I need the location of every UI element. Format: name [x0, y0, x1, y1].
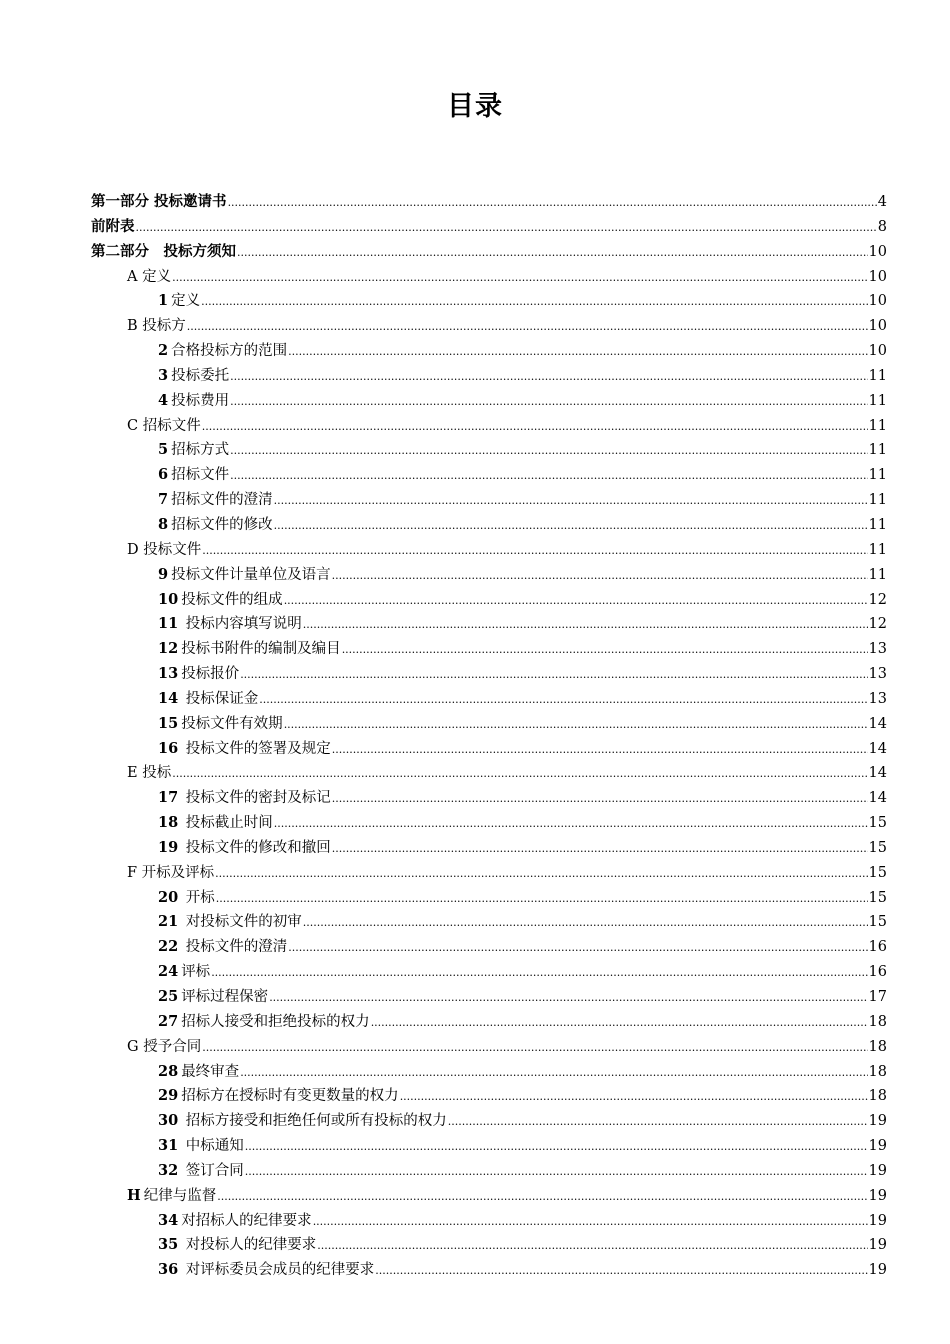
toc-entry-title: [158, 488, 273, 509]
toc-entry-title: [158, 786, 331, 807]
toc-entry[interactable]: [91, 1060, 887, 1085]
toc-entry-page-number: 19: [868, 1262, 887, 1279]
toc-entry[interactable]: [91, 1134, 887, 1159]
toc-entry-title: [158, 1209, 312, 1230]
toc-entry-page-number: 11: [868, 566, 887, 583]
toc-entry-label: G 授予合同: [127, 1038, 202, 1055]
toc-entry-page-number: 10: [868, 243, 887, 260]
toc-entry-label: 投标文件的密封及标记: [181, 790, 331, 807]
dot-leader: [303, 914, 868, 930]
toc-entry-page-number: 16: [868, 964, 887, 981]
dot-leader: [303, 616, 868, 632]
toc-entry-title: [127, 265, 171, 286]
toc-entry-page-number: 11: [868, 392, 887, 409]
dot-leader: [317, 1237, 867, 1253]
toc-entry-label: 签订合同: [181, 1162, 244, 1179]
dot-leader: [228, 194, 877, 210]
dot-leader: [230, 442, 867, 458]
toc-entry[interactable]: [91, 1233, 887, 1258]
toc-entry[interactable]: [91, 886, 887, 911]
toc-entry[interactable]: [91, 960, 887, 985]
toc-entry[interactable]: [91, 240, 887, 265]
toc-entry-label: 最终审查: [181, 1063, 240, 1080]
toc-entry-label: 投标书附件的编制及编目: [181, 641, 341, 658]
toc-entry-page-number: 13: [868, 690, 887, 707]
dot-leader: [274, 517, 868, 533]
toc-entry-number: 8: [158, 515, 169, 533]
dot-leader: [400, 1088, 868, 1104]
toc-entry[interactable]: [91, 637, 887, 662]
toc-entry-label: 招标方在授标时有变更数量的权力: [181, 1088, 399, 1105]
toc-entry-label: 合格投标方的范围: [171, 343, 288, 360]
toc-entry-number: 30: [158, 1112, 179, 1130]
toc-entry[interactable]: [91, 438, 887, 463]
toc-entry[interactable]: [91, 737, 887, 762]
dot-leader: [448, 1113, 868, 1129]
toc-entry-number: 28: [158, 1062, 179, 1080]
toc-entry-title: [158, 588, 283, 609]
toc-entry-title: [158, 910, 302, 931]
toc-entry-title: [158, 339, 287, 360]
toc-entry-page-number: 16: [868, 939, 887, 956]
toc-entry[interactable]: [91, 463, 887, 488]
toc-entry-title: [158, 985, 268, 1006]
toc-entry-page-number: 19: [868, 1237, 887, 1254]
toc-entry-label: 投标文件的签署及规定: [181, 740, 331, 757]
toc-entry[interactable]: [91, 513, 887, 538]
dot-leader: [342, 641, 868, 657]
toc-entry-page-number: 11: [868, 467, 887, 484]
toc-entry-title: [158, 935, 287, 956]
toc-entry-title: [127, 538, 201, 559]
toc-entry-page-number: 14: [868, 715, 887, 732]
toc-entry-title: [158, 513, 273, 534]
toc-entry[interactable]: [91, 190, 887, 215]
dot-leader: [216, 890, 868, 906]
toc-entry-number: 14: [158, 689, 179, 707]
toc-entry[interactable]: [91, 1109, 887, 1134]
toc-entry-title: [158, 836, 331, 857]
toc-entry-label: 投标文件的澄清: [181, 939, 288, 956]
toc-entry-number: 36: [158, 1261, 179, 1279]
dot-leader: [371, 1014, 868, 1030]
dot-leader: [284, 592, 868, 608]
toc-entry[interactable]: [91, 761, 887, 786]
toc-entry-number: 24: [158, 963, 179, 981]
toc-entry-label: 评标: [181, 964, 211, 981]
toc-entry[interactable]: [91, 588, 887, 613]
toc-entry-label: B 投标方: [127, 318, 186, 335]
table-of-contents: [91, 190, 887, 1283]
toc-entry-label: 招标文件的澄清: [171, 492, 273, 509]
toc-entry-title: [158, 637, 341, 658]
toc-entry-label: 纪律与监督: [143, 1187, 217, 1204]
toc-entry-number: 11: [158, 615, 179, 633]
toc-entry[interactable]: [91, 1010, 887, 1035]
toc-entry-page-number: 10: [868, 318, 887, 335]
toc-entry-label: 招标方接受和拒绝任何或所有投标的权力: [181, 1113, 447, 1130]
toc-entry-page-number: 11: [868, 492, 887, 509]
toc-entry-number: 20: [158, 888, 179, 906]
dot-leader: [211, 964, 867, 980]
toc-entry-title: [158, 712, 283, 733]
dot-leader: [284, 716, 868, 732]
toc-entry-label: 中标通知: [181, 1138, 244, 1155]
toc-entry-title: [127, 1184, 216, 1205]
toc-entry-label: 对投标文件的初审: [181, 914, 302, 931]
toc-entry-label: 投标报价: [181, 666, 240, 683]
toc-entry-number: 12: [158, 640, 179, 658]
toc-entry-title: [158, 811, 273, 832]
toc-entry-label: 招标文件的修改: [171, 516, 273, 533]
toc-entry-number: 15: [158, 714, 179, 732]
toc-entry-number: 32: [158, 1161, 179, 1179]
toc-entry-label: D 投标文件: [127, 541, 202, 558]
toc-entry-title: [158, 1010, 370, 1031]
toc-entry[interactable]: [91, 1159, 887, 1184]
toc-entry-page-number: 19: [868, 1113, 887, 1130]
toc-entry-page-number: 11: [868, 541, 887, 558]
toc-entry-label: 对评标委员会成员的纪律要求: [181, 1262, 375, 1279]
toc-entry-number: 3: [158, 366, 169, 384]
toc-entry-title: [158, 289, 200, 310]
toc-entry-number: 16: [158, 739, 179, 757]
toc-entry[interactable]: [91, 612, 887, 637]
toc-entry-title: [158, 1134, 244, 1155]
toc-entry-label: 对招标人的纪律要求: [181, 1212, 312, 1229]
toc-entry-page-number: 12: [868, 616, 887, 633]
dot-leader: [187, 318, 868, 334]
toc-entry-number: 35: [158, 1236, 179, 1254]
dot-leader: [172, 765, 867, 781]
dot-leader: [269, 989, 867, 1005]
toc-entry-page-number: 10: [868, 293, 887, 310]
toc-entry-title: [127, 861, 214, 882]
toc-entry-page-number: 17: [868, 989, 887, 1005]
toc-entry-page-number: 11: [868, 367, 887, 384]
toc-entry[interactable]: [91, 414, 887, 439]
toc-entry-number: 17: [158, 789, 179, 807]
dot-leader: [332, 790, 868, 806]
toc-entry-page-number: 19: [868, 1162, 887, 1179]
toc-entry[interactable]: [91, 289, 887, 314]
toc-entry-title: [158, 1159, 244, 1180]
dot-leader: [375, 1262, 867, 1278]
toc-entry-page-number: 18: [868, 1013, 887, 1030]
toc-entry-number: 18: [158, 814, 179, 832]
toc-entry[interactable]: [91, 687, 887, 712]
dot-leader: [201, 293, 867, 309]
toc-entry-page-number: 18: [868, 1038, 887, 1055]
toc-entry-page-number: 13: [868, 666, 887, 683]
dot-leader: [240, 666, 867, 682]
toc-entry-page-number: 11: [868, 442, 887, 459]
dot-leader: [215, 865, 867, 881]
toc-entry[interactable]: [91, 1084, 887, 1109]
dot-leader: [172, 269, 867, 285]
toc-entry-label: 招标方式: [171, 442, 230, 459]
toc-entry-number: 22: [158, 938, 179, 956]
toc-entry-number: 19: [158, 838, 179, 856]
toc-entry-label: 投标文件的修改和撤回: [181, 839, 331, 856]
dot-leader: [230, 393, 867, 409]
toc-entry-page-number: 15: [868, 839, 887, 856]
toc-entry-number: 7: [158, 491, 169, 509]
toc-entry-page-number: 12: [868, 591, 887, 608]
toc-entry-number: 5: [158, 441, 169, 459]
toc-entry-page-number: 19: [868, 1138, 887, 1155]
toc-entry-label: 投标截止时间: [181, 815, 273, 832]
dot-leader: [202, 1039, 867, 1055]
toc-entry-page-number: 19: [868, 1187, 887, 1204]
toc-entry-label: 开标: [181, 889, 215, 906]
toc-entry-page-number: 15: [868, 864, 887, 881]
toc-entry[interactable]: [91, 662, 887, 687]
toc-entry-number: 9: [158, 565, 169, 583]
toc-entry-title: [158, 1109, 447, 1130]
toc-entry-title: [91, 240, 236, 261]
toc-entry-label: A 定义: [127, 268, 172, 285]
toc-entry-page-number: 18: [868, 1063, 887, 1080]
dot-leader: [237, 244, 868, 260]
toc-entry[interactable]: [91, 1209, 887, 1234]
toc-entry[interactable]: [91, 265, 887, 290]
dot-leader: [332, 741, 868, 757]
toc-entry[interactable]: [91, 811, 887, 836]
toc-entry-number: 34: [158, 1211, 179, 1229]
toc-entry[interactable]: [91, 364, 887, 389]
toc-entry-number: 31: [158, 1137, 179, 1155]
toc-entry[interactable]: [91, 836, 887, 861]
toc-entry-title: [158, 960, 210, 981]
toc-entry[interactable]: [91, 712, 887, 737]
toc-entry-label: 投标费用: [171, 392, 230, 409]
toc-entry-label: 投标文件计量单位及语言: [171, 566, 331, 583]
toc-entry-number: 1: [158, 292, 169, 310]
toc-entry[interactable]: [91, 910, 887, 935]
dot-leader: [313, 1213, 868, 1229]
toc-entry-number: 10: [158, 590, 179, 608]
toc-entry-title: [127, 414, 201, 435]
toc-entry-title: [91, 215, 135, 236]
toc-entry[interactable]: [91, 488, 887, 513]
dot-leader: [274, 815, 868, 831]
toc-entry-title: [158, 364, 229, 385]
toc-entry-number: 25: [158, 988, 179, 1005]
dot-leader: [259, 691, 867, 707]
toc-entry-page-number: 11: [868, 417, 887, 434]
toc-entry-title: [158, 886, 215, 907]
toc-entry[interactable]: [91, 389, 887, 414]
toc-entry-page-number: 19: [868, 1212, 887, 1229]
toc-entry-page-number: 15: [868, 914, 887, 931]
toc-entry[interactable]: [91, 935, 887, 960]
toc-entry-number: 29: [158, 1087, 179, 1105]
dot-leader: [288, 939, 867, 955]
toc-entry[interactable]: [91, 1035, 887, 1060]
toc-entry-label: 评标过程保密: [181, 989, 269, 1005]
toc-entry-title: [158, 687, 258, 708]
toc-entry-label: 投标文件的组成: [181, 591, 283, 608]
toc-entry[interactable]: [91, 339, 887, 364]
toc-entry-page-number: 8: [877, 218, 887, 235]
toc-entry-label: 投标委托: [171, 367, 230, 384]
toc-entry-title: [158, 463, 229, 484]
toc-entry-number: 6: [158, 466, 169, 484]
dot-leader: [274, 492, 868, 508]
toc-entry-label: C 招标文件: [127, 417, 201, 434]
toc-entry-page-number: 14: [868, 740, 887, 757]
dot-leader: [245, 1138, 868, 1154]
toc-entry[interactable]: [91, 1258, 887, 1283]
page-title: 目录: [447, 91, 503, 122]
toc-entry-label: 投标文件有效期: [181, 715, 283, 732]
dot-leader: [136, 219, 877, 235]
toc-entry-label: 第二部分 投标方须知: [91, 242, 236, 260]
toc-entry-page-number: 10: [868, 343, 887, 360]
dot-leader: [217, 1188, 867, 1204]
toc-entry-page-number: 4: [877, 194, 887, 210]
toc-entry-label: 定义: [171, 293, 201, 310]
toc-entry-label: 第一部分 投标邀请书: [91, 193, 227, 210]
toc-entry-number: 2: [158, 342, 169, 360]
toc-entry[interactable]: [91, 985, 887, 1010]
toc-entry-label: E 投标: [127, 765, 172, 782]
dot-leader: [230, 467, 867, 483]
toc-entry-title: [158, 612, 302, 633]
toc-entry-label: 对投标人的纪律要求: [181, 1237, 317, 1254]
toc-entry-title: [158, 563, 331, 584]
toc-entry-page-number: 15: [868, 889, 887, 906]
toc-entry-number: 4: [158, 391, 169, 409]
toc-entry-title: [158, 1084, 399, 1105]
toc-entry-page-number: 11: [868, 516, 887, 533]
dot-leader: [332, 840, 868, 856]
dot-leader: [332, 567, 868, 583]
toc-entry-title: [158, 1060, 239, 1081]
toc-entry-title: [158, 662, 239, 683]
dot-leader: [245, 1163, 868, 1179]
toc-entry-title: [127, 314, 186, 335]
dot-leader: [202, 418, 868, 434]
toc-entry-label: 投标保证金: [181, 690, 259, 707]
toc-entry[interactable]: [91, 1184, 887, 1209]
toc-entry[interactable]: [91, 563, 887, 588]
toc-entry-number: 27: [158, 1012, 179, 1030]
toc-entry[interactable]: [91, 215, 887, 240]
toc-entry-title: [158, 438, 229, 459]
toc-entry-number: H: [127, 1186, 141, 1204]
toc-entry[interactable]: [91, 538, 887, 563]
toc-entry-page-number: 13: [868, 641, 887, 658]
toc-entry-number: 13: [158, 665, 179, 683]
toc-entry-page-number: 18: [868, 1088, 887, 1105]
dot-leader: [230, 368, 867, 384]
dot-leader: [202, 542, 867, 558]
toc-entry-page-number: 15: [868, 815, 887, 832]
toc-entry[interactable]: [91, 861, 887, 886]
toc-entry-title: [158, 737, 331, 758]
toc-entry-title: [91, 190, 227, 211]
toc-entry-title: [127, 1035, 201, 1056]
toc-entry-title: [158, 1258, 374, 1279]
toc-entry[interactable]: [91, 786, 887, 811]
dot-leader: [240, 1064, 867, 1080]
toc-entry-label: 招标文件: [171, 467, 230, 484]
toc-entry-label: 前附表: [91, 217, 135, 235]
dot-leader: [288, 343, 867, 359]
toc-entry-page-number: 10: [868, 268, 887, 285]
toc-entry-page-number: 14: [868, 765, 887, 782]
toc-entry-label: F 开标及评标: [127, 864, 215, 881]
toc-entry-page-number: 14: [868, 790, 887, 807]
toc-entry-title: [127, 761, 171, 782]
toc-entry-label: 投标内容填写说明: [181, 616, 302, 633]
toc-entry-label: 招标人接受和拒绝投标的权力: [181, 1013, 370, 1030]
toc-entry[interactable]: [91, 314, 887, 339]
toc-entry-title: [158, 389, 229, 410]
toc-entry-title: [158, 1233, 316, 1254]
toc-entry-number: 21: [158, 913, 179, 931]
